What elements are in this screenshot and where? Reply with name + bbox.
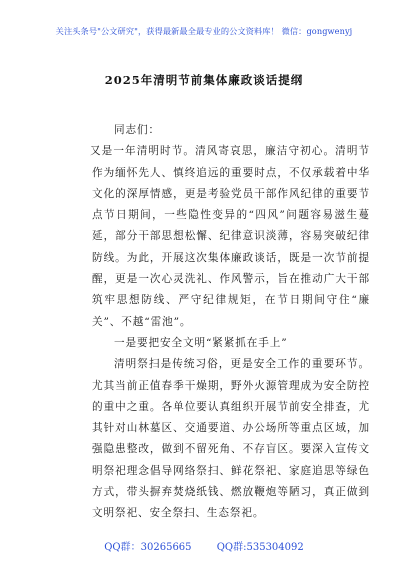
header-banner: 关注头条号"公文研究"，获得最新最全最专业的公文资料库！ 微信：gongwenyj: [55, 26, 353, 36]
document-title: 2025年清明节前集体廉政谈话提纲: [104, 73, 304, 87]
footer-qq-group-1: QQ群：30265665: [104, 542, 192, 553]
section-body: 清明祭扫是传统习俗，更是安全工作的重要环节。尤其当前正值春季干燥期，野外火源管理成为安全防控的重中之重。各单位要认真组织开展节前安全排查，尤其针对山林墓区、交通要道、办公场所等重点区域，加强隐患整改，做到不留死角、不存盲区。要深入宣传文明祭祀理念倡导网络祭扫、鲜花祭祀、家庭追思等绿色方式，带头摒弃焚烧纸钱、燃放鞭炮等陋习，真正做到文明祭祀、安全祭扫、生态祭祀。: [92, 358, 370, 520]
greeting: 同志们：: [114, 124, 160, 136]
footer-qq-group-2: QQ群:535304092: [216, 542, 304, 553]
document-body: [92, 120, 370, 525]
body-paragraph: 又是一年清明时节。清风寄哀思，廉洁守初心。清明节作为缅怀先人、慎终追远的重要时点，不仅承载着中华文化的深厚情感，更是考验党员干部作风纪律的重要节点节日期间，一些隐性变异的“四风”问题容易滋生蔓延，部分干部思想松懈、纪律意识淡薄，容易突破纪律防线。为此，开展这次集体廉政谈话，既是一次节前提醒，更是一次心灵洗礼、作风警示，旨在推动广大干部筑牢思想防线、严守纪律规矩，在节日期间守住“廉关”、不越“雷池”。: [90, 145, 370, 328]
section-heading: 一是要把安全文明“紧紧抓在手上”: [114, 336, 288, 349]
footer: [0, 538, 408, 553]
